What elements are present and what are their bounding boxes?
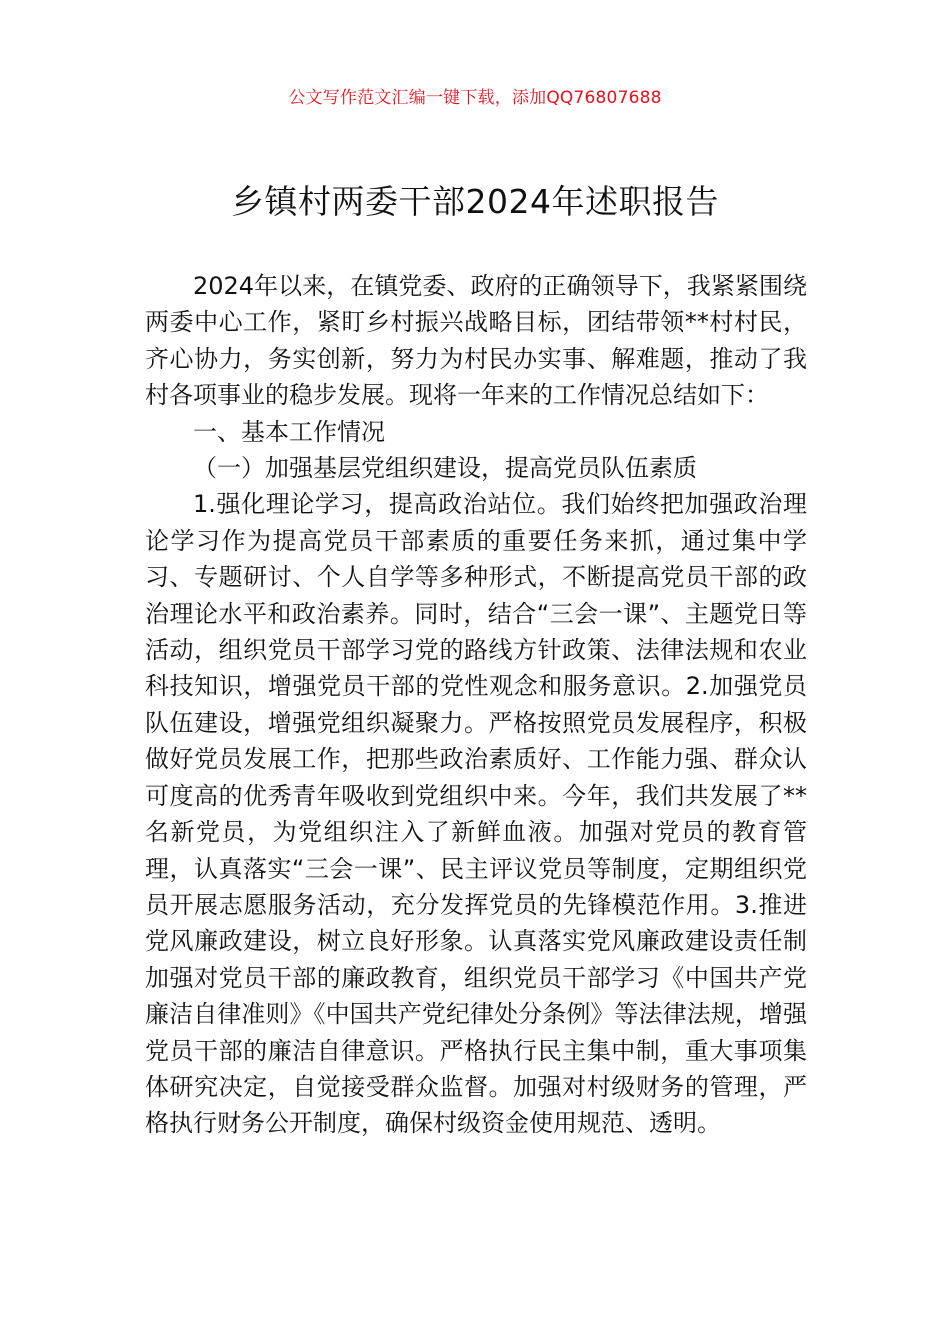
download-banner: 公文写作范文汇编一键下载，添加QQ76807688 [288, 88, 662, 108]
section-heading: 一、基本工作情况 [193, 417, 385, 446]
document-title: 乡镇村两委干部2024年述职报告 [231, 182, 719, 221]
body-paragraph: 1.强化理论学习，提高政治站位。我们始终把加强政治理论学习作为提高党员干部素质的重要任务来抓，通过集中学习、专题研讨、个人自学等多种形式，不断提高党员干部的政治理论水平和政治素养。同时，结合“三会一课”、主题党日等活动，组织党员干部学习党的路线方针政策、法律法规和农业科技知识，增强党员干部的党性观念和服务意识。2.加强党员队伍建设，增强党组织凝聚力。严格按照党员发展程序，积极做好党员发展工作，把那些政治素质好、工作能力强、群众认可度高的优秀青年吸收到党组织中来。今年，我们共发展了**名新党员，为党组织注入了新鲜血液。加强对党员的教育管理，认真落实“三会一课”、民主评议党员等制度，定期组织党员开展志愿服务活动，充分发挥党员的先锋模范作用。3.推进党风廉政建设，树立良好形象。认真落实党风廉政建设责任制加强对党员干部的廉政教育，组织党员干部学习《中国共产党廉洁自律准则》《中国共产党纪律处分条例》等法律法规，增强党员干部的廉洁自律意识。严格执行民主集中制，重大事项集体研究决定，自觉接受群众监督。加强对村级财务的管理，严格执行财务公开制度，确保村级资金使用规范、透明。 [145, 490, 807, 1138]
intro-paragraph: 2024年以来，在镇党委、政府的正确领导下，我紧紧围绕两委中心工作，紧盯乡村振兴战略目标，团结带领**村村民，齐心协力，务实创新，努力为村民办实事、解难题，推动了我村各项事业的稳步发展。现将一年来的工作情况总结如下： [145, 272, 807, 410]
subsection-heading: （一）加强基层党组织建设，提高党员队伍素质 [193, 454, 697, 483]
document-body [145, 268, 807, 1142]
